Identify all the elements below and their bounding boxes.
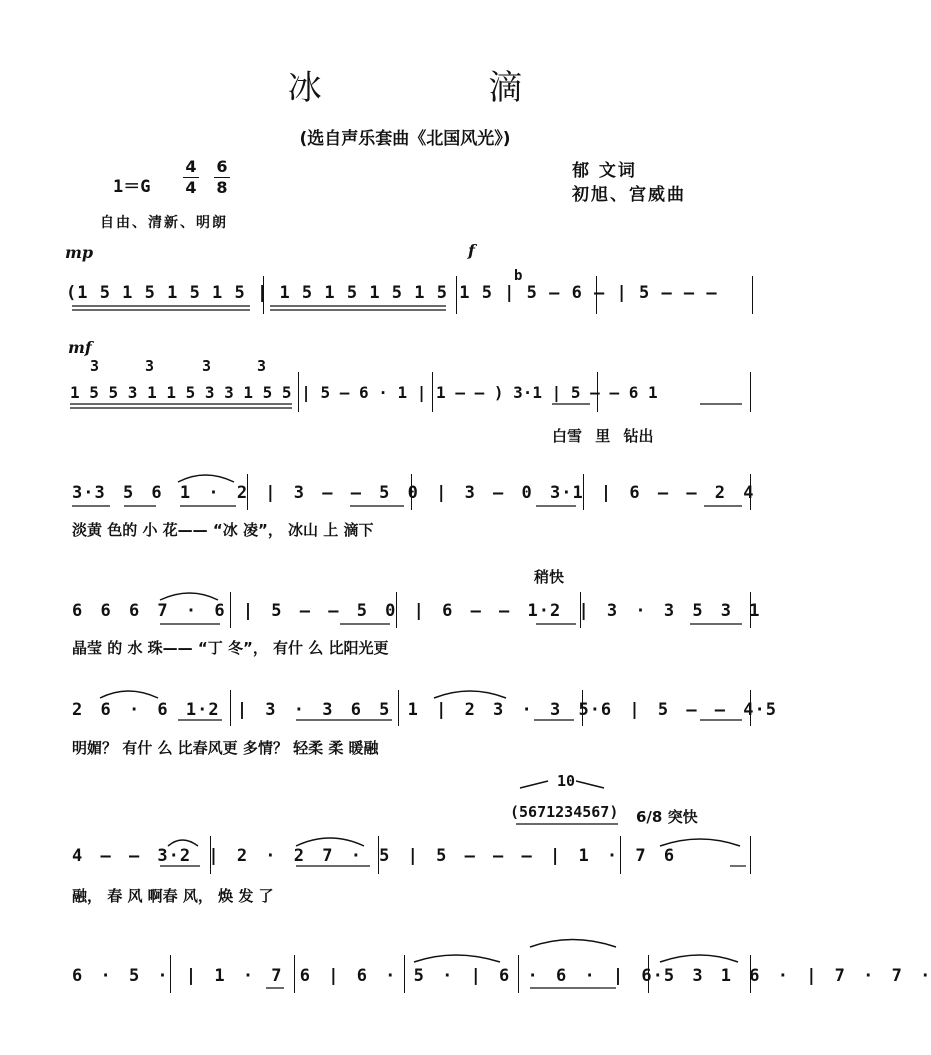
slur: [530, 940, 616, 948]
composer-credit: 初旭、宫威曲: [572, 185, 686, 205]
system-2-notes: 1 5 5 3 1 1 5 3 3 1 5 5 | 5 — 6 · 1 | 1 — — ) 3·1 | 5 — — 6 1: [70, 383, 658, 402]
system-6-lyrics: 融， 春 风 啊春 风， 焕 发 了: [72, 887, 274, 905]
tempo-marking: 自由、清新、明朗: [100, 215, 228, 231]
slur: [100, 691, 158, 698]
song-title: 冰 滴: [287, 68, 601, 108]
system-3-lyrics: 淡黄 色的 小 花—— “冰 凌”， 冰山 上 滴下: [72, 521, 374, 539]
meter-a-bottom: 4: [185, 178, 197, 197]
slur: [660, 839, 740, 846]
triplet-mark: 3: [90, 357, 100, 375]
system-4-lyrics: 晶莹 的 水 珠—— “丁 冬”， 有什 么 比阳光更: [72, 639, 389, 657]
system-3-notes: 3·3 5 6 1 · 2 | 3 — — 5 0 | 3 — 0 3·1 | 6 — — 2 4: [72, 483, 755, 503]
slur: [414, 955, 500, 962]
triplet-mark: 3: [257, 357, 267, 375]
meter-b-top: 6: [216, 157, 228, 176]
slur: [660, 955, 738, 962]
dynamic-f: f: [468, 241, 475, 260]
tuplet-number: 10: [557, 772, 576, 790]
system-5-notes: 2 6 · 6 1·2 | 3 · 3 6 5 1 | 2 3 · 3 5·6 | 5 — — 4·5: [72, 700, 777, 720]
slur: [296, 838, 364, 846]
tuplet-bracket: [520, 781, 604, 788]
meter-a-top: 4: [185, 157, 197, 176]
tempo-change-mark-2: 6/8 突快: [636, 808, 698, 826]
slur: [160, 593, 218, 600]
subtitle: (选自声乐套曲《北国风光》): [299, 129, 511, 149]
triplet-mark: 3: [202, 357, 212, 375]
slur: [434, 691, 506, 698]
system-7-notes: 6 · 5 · | 1 · 7 6 | 6 · 5 · | 6 · 6 · | 6·5 3 1 6 · | 7 · 7 ·: [72, 966, 931, 986]
meter-b-bottom: 8: [216, 178, 228, 197]
system-1-notes: (1 5 1 5 1 5 1 5 | 1 5 1 5 1 5 1 5 1 5 | 5 — 6 — | 5 — — —: [66, 283, 718, 303]
cadenza-notes: (5671234567): [510, 803, 619, 821]
lyricist-credit: 郁 文词: [572, 161, 637, 181]
system-4-notes: 6 6 6 7 · 6 | 5 — — 5 0 | 6 — — 1·2 | 3 · 3 5 3 1: [72, 601, 761, 621]
slur: [168, 840, 198, 846]
key-signature: 1＝G: [113, 177, 151, 197]
system-2-lyrics: 白雪 里 钻出: [552, 427, 654, 445]
dynamic-mp: mp: [65, 243, 94, 262]
flat-accidental: b: [514, 268, 524, 284]
dynamic-mf: mf: [68, 338, 92, 357]
system-5-lyrics: 明媚？ 有什 么 比春风更 多情？ 轻柔 柔 暖融: [72, 739, 379, 757]
tempo-change-mark: 稍快: [534, 568, 565, 586]
slur: [178, 475, 234, 482]
triplet-mark: 3: [145, 357, 155, 375]
system-6-notes: 4 — — 3·2 | 2 · 2 7 · 5 | 5 — — — | 1 · 7 6: [72, 846, 676, 866]
